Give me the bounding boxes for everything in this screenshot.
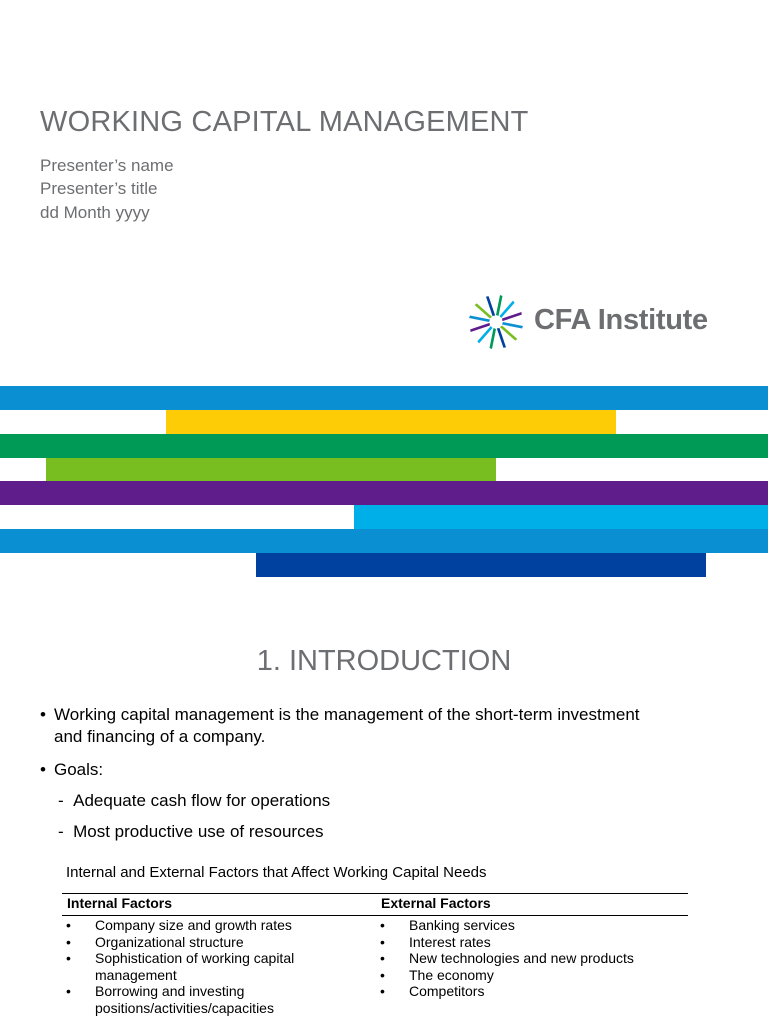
bullet-item-continuation: and financing of a company.	[54, 727, 266, 746]
bullet-item: • Goals:	[40, 760, 104, 779]
stripe-yellow	[166, 410, 616, 434]
header-external-factors: External Factors	[381, 895, 491, 911]
presenter-name: Presenter’s name	[40, 156, 174, 175]
cfa-institute-logo	[466, 292, 736, 356]
table-rule-top	[62, 893, 688, 894]
table-list-item: • Interest rates	[380, 933, 491, 950]
bullet-dot: •	[380, 917, 385, 933]
bullet-dot: •	[66, 933, 71, 950]
bullet-dot: •	[66, 917, 71, 933]
table-caption: Internal and External Factors that Affect Working Capital Needs	[66, 864, 487, 881]
stripe-purple	[0, 481, 768, 505]
logo-blade	[496, 295, 503, 316]
table-list-item: • Company size and growth rates	[66, 917, 292, 933]
bullet-dot: •	[66, 950, 71, 967]
dash-mark: -	[58, 791, 64, 810]
cfa-pinwheel-logo-icon	[466, 292, 526, 352]
dash-mark: -	[58, 822, 64, 841]
stripe-cyan	[354, 505, 768, 529]
sub-bullet-item: - Adequate cash flow for operations	[58, 791, 331, 810]
stripe-lime	[46, 458, 496, 482]
stripe-blue	[0, 386, 768, 410]
bullet-dot: •	[380, 983, 385, 1000]
section-title: 1. INTRODUCTION	[256, 645, 512, 677]
header-internal-factors: Internal Factors	[67, 895, 173, 911]
logo-blade	[502, 322, 523, 329]
table-list-item: • The economy	[380, 966, 494, 983]
table-list-item: • Organizational structure	[66, 933, 244, 950]
logo-blade	[469, 316, 490, 323]
table-list-item: • Sophistication of working capital management	[66, 950, 295, 983]
bullet-dot: •	[40, 705, 46, 724]
bullet-dot: •	[380, 933, 385, 950]
table-list-item: • New technologies and new products	[380, 950, 634, 967]
bullet-dot: •	[40, 760, 46, 779]
stripe-navy	[256, 553, 706, 577]
table-list-item: • Competitors	[380, 983, 485, 1000]
table-list-item: • Banking services	[380, 917, 515, 933]
table-rule-header	[62, 915, 688, 916]
logo-text: CFA Institute	[534, 304, 708, 336]
presenter-title: Presenter’s title	[40, 179, 158, 198]
stripe-blue-2	[0, 529, 768, 553]
bullet-dot: •	[380, 966, 385, 983]
slide-title: WORKING CAPITAL MANAGEMENT	[40, 106, 529, 138]
internal-factors-list	[62, 917, 342, 1017]
bullet-dot: •	[380, 950, 385, 967]
presentation-date: dd Month yyyy	[40, 203, 150, 222]
bullet-dot: •	[66, 983, 71, 1000]
table-list-item: • Borrowing and investing positions/activities/capacities	[66, 983, 274, 1016]
external-factors-list	[376, 917, 676, 1000]
stripe-green	[0, 434, 768, 458]
logo-blade	[490, 328, 497, 349]
bullet-item: • Working capital management is the management of the short-term investment	[40, 705, 640, 724]
sub-bullet-item: - Most productive use of resources	[58, 822, 324, 841]
